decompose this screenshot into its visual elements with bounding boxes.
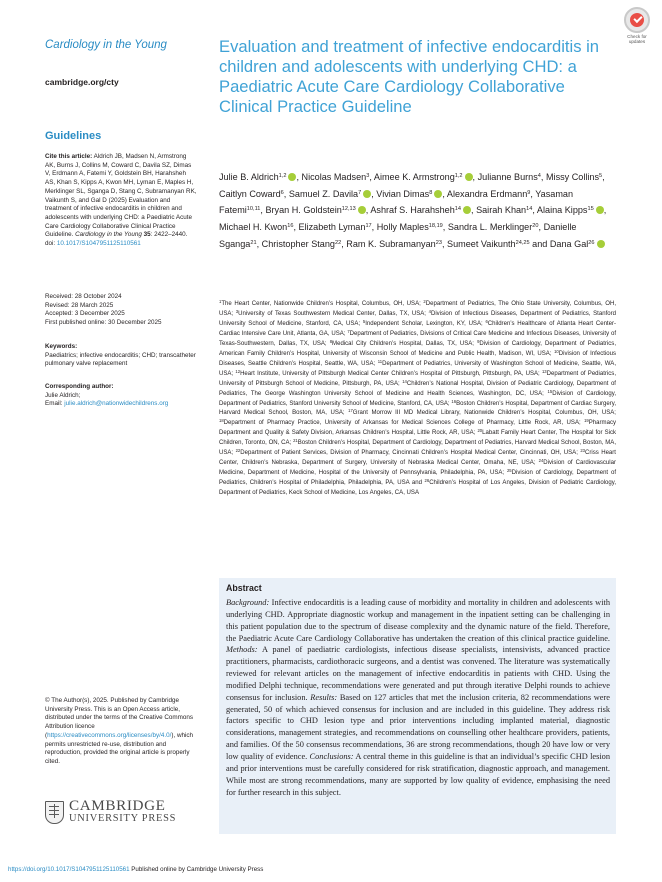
author-affiliation-ref: 21 [250,239,257,246]
author-name: Julie B. Aldrich [219,172,279,182]
author-name: Aimee K. Armstrong [373,172,455,182]
corresp-email-link[interactable]: julie.aldrich@nationwidechildrens.org [64,400,169,408]
author-affiliation-ref: 8 [429,189,433,196]
orcid-icon[interactable] [288,173,296,181]
author [262,239,342,249]
author-name: Sumeet Vaikunth [447,238,516,249]
affiliation-text: Department of Pharmacy Practice, University of Arkansas for Medical Sciences College of Pharmacy, Little Rock, AR, USA; [223,420,581,427]
author [265,205,365,215]
affiliation-number: 19 [584,418,589,424]
abstract-body [226,597,610,798]
affiliation-number: 2 [423,298,426,304]
affiliation-number: 21 [293,438,298,444]
cite-this-article [45,153,197,249]
author-name: Christopher Stang [261,238,335,249]
author-and: and [532,238,548,249]
orcid-icon[interactable] [434,190,442,198]
author-affiliation-ref: 12,13 [341,206,356,213]
author-affiliation-ref: 20 [532,222,539,229]
author [546,172,602,182]
author-affiliation-ref: 3 [366,172,370,179]
author-name: Ram K. Subramanyan [346,238,436,249]
check-for-updates-badge[interactable] [620,7,654,47]
author-name: Vivian Dimas [376,188,430,199]
author [376,189,442,199]
affiliation-text: Grant Morrow III MD Medical Library, Nationwide Children’s Hospital, Columbus, OH, USA; [352,410,616,417]
affiliation-number: 4 [428,308,431,314]
abstract-section-text: Infective endocarditis is a leading cause of morbidity and mortality in children and adolescents with underlying CHD. Appropriate diagnostic workup and management in the inpatient setting can be challenging in this patient population due to the spectrum of disease complexity and the dynamic nature of the field. Therefore, the Paediatric Acute Care Cardiology Collaborative has undertaken the creation of this clinical practice guideline. [226,598,610,643]
author [302,172,370,182]
author-affiliation-ref: 24,25 [515,239,530,246]
affiliation-text: Division of Infectious Diseases, Seattle Children’s Hospital, Seattle, WA, USA; [219,350,616,367]
keywords [45,343,205,369]
author-name: Elizabeth Lyman [298,222,366,233]
revised-date: Revised: 28 March 2025 [45,301,114,309]
affiliation-text: Boston Children’s Hospital, Department of Cardiology, Department of Pediatrics, Harvard Medical School, Boston, MA, USA; [219,440,617,457]
affiliation-text: University of Texas Southwestern Medical Center, Dallas, TX, USA; [238,310,426,317]
footer-text: Published online by Cambridge University Press [129,866,264,873]
author-affiliation-ref: 9 [527,189,531,196]
affiliation-number: 7 [347,328,350,334]
orcid-icon[interactable] [596,206,604,214]
journal-name: Cardiology in the Young [45,39,167,51]
affiliation-number: 13 [541,368,547,374]
affiliation-text: Department of Pediatrics, University of Pittsburgh School of Medicine, Pittsburgh, PA, USA; [219,370,617,387]
author [476,205,532,215]
logo-line-1: CAMBRIDGE [69,797,166,814]
affiliation-number: 17 [348,408,353,414]
author-affiliation-ref: 5 [599,172,603,179]
author [447,239,530,249]
abstract-section-text: Based on 127 articles that met the inclusion criteria, 82 recommendations were generated, 50 of which achieved consensus for inclusion and are included in this guideline. They address risk factors specific to CHD lesion type and prior interventions including implanted material, diagnostic considerations, management strategies, and recommendations on counselling other healthcare providers, patients, and families. Of the 50 consensus recommendations, 36 are strong recommendations, though 20 have low or very low quality of evidence. [226,692,610,761]
cite-pages: : 2422–2440. doi: [45,231,188,248]
orcid-icon[interactable] [363,190,371,198]
author-name: Sandra L. Merklinger [447,222,533,233]
affiliation-text: Department of Pediatrics, The Ohio State University, Columbus, OH, USA; [219,301,617,317]
author-name: Yasaman Fatemi [219,188,574,216]
affiliation-text: Children’s Hospital of Los Angeles, Division of Pediatric Cardiology, Department of Pediatrics, Keck School of Medicine, Los Angeles, CA, USA [219,480,616,497]
abstract-heading: Abstract [226,583,262,593]
corresponding-author [45,383,205,409]
author-name: Caitlyn Coward [219,188,281,199]
author-name: Samuel Z. Davila [288,188,359,199]
author-name: Dana Gal [549,238,589,249]
affiliation-number: 8 [329,338,333,344]
author [550,239,605,249]
author [370,205,471,215]
abstract-box [219,578,616,834]
abstract-section-text: A panel of paediatric cardiologists, infectious disease specialists, intensivists, advanced practice practitioners, pharmacists, cardiothoracic surgeons, and a dentist was convened. The literature was systematically reviewed for relevant articles on the management of infective endocarditis in patients with CHD. Using the modified Delphi technique, recommendations were generated and put through iterative Delphi rounds to achieve consensus for inclusion. [226,645,610,702]
section-label: Guidelines [45,130,102,142]
affiliation-text: Medical City Children’s Hospital, Dallas, TX, USA; [332,340,474,347]
keywords-label: Keywords: [45,343,78,350]
check-for-updates-label: Check for updates [627,34,647,44]
keywords-text: Paediatrics; infective endocarditis; CHD; transcatheter pulmonary valve replacement [45,351,196,368]
author-affiliation-ref: 18,19 [428,222,443,229]
first-published-date: First published online: 30 December 2025 [45,319,162,327]
author-name: Michael H. Kwon [219,222,288,233]
license-notice [45,697,195,767]
author-name: Alaina Kipps [536,205,588,216]
affiliation-number: 14 [402,378,407,384]
author [448,222,539,232]
author-name: Holly Maples [376,222,429,233]
cite-journal: Cardiology in the Young [75,231,142,239]
affiliation-number: 20 [477,428,483,434]
affiliation-text: Independent Scholar, Lexington, KY, USA; [365,320,483,327]
affiliation-number: 23 [580,448,585,454]
abstract-section-text: A central theme in this guideline is that an individual’s specific CHD lesion and prior interventions must be carefully considered for risk stratification, diagnostic approach, and management. While most are strong recommendations, many are supported by low quality of evidence, emphasising the need for further research in this subject. [226,751,611,797]
author [377,222,443,232]
affiliation-text: Labatt Family Heart Center, The Hospital for Sick Children, Toronto, ON, CA; [219,430,617,447]
cite-doi-link[interactable]: 10.1017/S1047951125110561 [56,240,141,248]
author-list: Julie B. Aldrich$^{1,2}$ , Nicolas Madsen$^3$, Aimee K. Armstrong$^{1,2}$ , Julianne Burns$^4$, Missy Collins$^5$, Caitlyn Coward$^6$, Samuel Z. Davila$^7$ , Vivian Dimas$^8$ , Alexandra Erdmann$^9$, Yasaman Fatemi$^{10,11}$, Bryan H. Goldstein$^{12,13}$ , Ashraf S. Harahsheh$^{14}$ , Sairah Khan$^{14}$, Alaina Kipps$^{15}$ , Michael H. Kwon$^{16}$, Elizabeth Lyman$^{17}$, Holly Maples$^{18,19}$, Sandra L. Merklinger$^{20}$, Danielle Sganga$^{21}$, Christopher Stang$^{22}$, Ram K. Subramanyan$^{23}$, Sumeet Vaikunth$^{24,25}$ and Dana Gal$^{26}$ [219,172,607,249]
affiliation-number: 1 [219,298,222,304]
author [219,172,296,182]
affiliation-number: 11 [377,358,383,364]
author [299,222,372,232]
author-affiliation-ref: 15 [587,206,594,213]
author-affiliation-ref: 6 [280,189,284,196]
orcid-icon[interactable] [358,206,366,214]
affiliation-text: The Heart Center, Nationwide Children’s Hospital, Columbus, OH, USA; [221,301,421,307]
affiliation-text: Department of Patient Services, Division of Pharmacy, Cincinnati Children’s Hospital Medical Center, Cincinnati, OH, USA; [240,450,578,457]
affiliation-text: Division of Infectious Diseases, Department of Pediatrics, Stanford University School of Medicine, Stanford, CA, USA; [219,310,616,327]
affiliation-number: 18 [219,418,224,424]
affiliation-number: 26 [424,477,430,483]
author-affiliation-ref: 26 [588,239,595,246]
affiliation-text: Department of Pediatrics, University of Washington School of Medicine, Seattle, WA, USA; [219,360,617,377]
affiliation-text: Pharmacy Department and Quality & Safety Division, Arkansas Children’s Hospital, Little Rock, AR, USA; [219,420,616,437]
cambridge-shield-icon [45,801,64,824]
orcid-icon[interactable] [597,240,605,248]
corresp-name: Julie Aldrich; [45,391,81,399]
logo-line-2: UNIVERSITY PRESS [69,813,177,824]
license-text: © The Author(s), 2025. Published by Cambridge University Press. This is an Open Access article, distributed under the terms of the Creative Commons Attribution licence ( [45,697,194,739]
affiliation-number: 5 [362,318,366,324]
cambridge-university-press-logo [45,799,176,825]
affiliation-number: 22 [235,448,241,454]
affiliation-number: 9 [477,338,480,344]
author-affiliation-ref: 23 [435,239,442,246]
author-affiliation-ref: 14 [454,206,461,213]
affiliation-number: 3 [235,308,239,314]
cite-text: Aldrich JB, Madsen N, Armstrong AK, Burns J, Collins M, Coward C, Davila SZ, Dimas V, Erdmann A, Fatemi Y, Goldstein BH, Harahsheh AS, Khan S, Kipps A, Kwon MH, Lyman E, Maples H, Merklinger SL, Sganga D, Stang C, Subramanyan RK, Vaikunth S, and Gal D (2025) Evaluation and treatment of infective endocarditis in children and adolescents with underlying CHD: a Paediatric Acute Care Cardiology Collaborative Clinical Practice Guideline. [45,153,197,239]
corresp-email-label: Email: [45,400,63,408]
check-for-updates-icon [624,7,650,33]
affiliation-text: Division of Cardiology, Department of Pediatrics, American Family Children’s Hospital, University of Wisconsin School of Medicine and Public Health, Madison, WI, USA; [219,340,617,357]
affiliation-text: Division of Cardiology, Department of Pediatrics, Stanford University School of Medicine, Stanford, CA, USA; [219,390,616,407]
article-dates [45,293,205,328]
author-name: Nicolas Madsen [301,172,367,182]
abstract-section-label: Methods: [226,645,258,655]
affiliation-text: Division of Cardiology, Department of Pediatrics, Children’s Hospital of Philadelphia, Philadelphia, PA, USA and [219,470,617,487]
page-footer [8,866,263,873]
article-title: Evaluation and treatment of infective endocarditis in children and adolescents with underlying CHD: a Paediatric Acute Care Cardiology Collaborative Clinical Practice Guideline [219,37,600,116]
corresp-label: Corresponding author: [45,383,114,390]
author [374,172,473,182]
author-name: Missy Collins [545,172,600,182]
abstract-section-label: Results: [310,692,338,702]
author [219,189,284,199]
author-name: Ashraf S. Harahsheh [370,205,455,216]
author-affiliation-ref: 10,11 [246,206,261,213]
affiliation-list [219,300,616,499]
journal-url[interactable]: cambridge.org/cty [45,77,119,87]
cite-volume: 35 [143,231,151,239]
license-end: ), which permits unrestricted re-use, distribution and reproduction, provided the original article is properly cited. [45,731,194,765]
footer-doi-link[interactable]: https://doi.org/10.1017/S1047951125110561 [8,866,130,873]
affiliation-text: Department of Pediatrics, Divisions of Critical Care Medicine and Infectious Diseases, University of Texas-Southwestern, Dallas, TX, USA; [219,330,616,347]
author [447,189,531,199]
affiliation-text: Heart Institute, University of Pittsburgh Medical Center Children’s Hospital of Pittsburgh, Pittsburgh, PA, USA; [240,370,540,377]
author-affiliation-ref: 1,2 [278,172,287,179]
author-affiliation-ref: 4 [537,172,541,179]
orcid-icon[interactable] [463,206,471,214]
license-link[interactable]: https://creativecommons.org/licenses/by/4.0/ [47,731,172,739]
affiliation-number: 24 [538,458,544,464]
author [478,172,541,182]
author-name: Sairah Khan [476,205,527,216]
author-affiliation-ref: 7 [358,189,362,196]
cite-label: Cite this article: [45,153,93,160]
author [219,222,293,232]
orcid-icon[interactable] [465,173,473,181]
affiliation-text: Boston Children’s Hospital, Department of Cardiac Surgery, Harvard Medical School, Boston, MA, USA; [219,400,617,417]
affiliation-text: Children’s National Hospital, Division of Pediatric Cardiology, Department of Pediatrics, The George Washington University School of Medicine and Health Sciences, Washington, DC, USA; [219,380,616,397]
affiliation-number: 16 [451,398,457,404]
affiliation-number: 12 [235,368,241,374]
affiliation-number: 10 [554,348,559,354]
author-name: Julianne Burns [477,172,538,182]
author [289,189,371,199]
author [346,239,442,249]
affiliation-text: Criss Heart Center, Children’s Nebraska, Department of Surgery, University of Nebraska Medical Center, Omaha, NE, USA; [219,450,616,467]
received-date: Received: 28 October 2024 [45,293,122,300]
accepted-date: Accepted: 3 December 2025 [45,310,125,318]
author-name: Alexandra Erdmann [446,188,528,199]
abstract-section-label: Conclusions: [309,751,354,761]
author-name: Bryan H. Goldstein [265,205,342,216]
affiliation-number: 15 [547,388,553,394]
author-name: Danielle Sganga [219,222,577,249]
affiliation-number: 25 [506,468,512,474]
affiliation-number: 6 [485,318,488,324]
author-affiliation-ref: 14 [526,206,533,213]
author-affiliation-ref: 22 [334,239,342,246]
author [537,205,604,215]
author-affiliation-ref: 17 [365,222,372,229]
abstract-section-label: Background: [226,598,270,607]
author-affiliation-ref: 16 [287,222,294,229]
affiliation-text: Children’s Healthcare of Atlanta Heart Center-Cardiac Intensive Care Unit, Atlanta, GA, USA; [219,320,616,337]
affiliation-text: Division of Cardiovascular Medicine, Department of Medicine, Hospital of the University of Pennsylvania, Philadelphia, PA, USA; [219,460,616,477]
author-affiliation-ref: 1,2 [454,172,463,179]
